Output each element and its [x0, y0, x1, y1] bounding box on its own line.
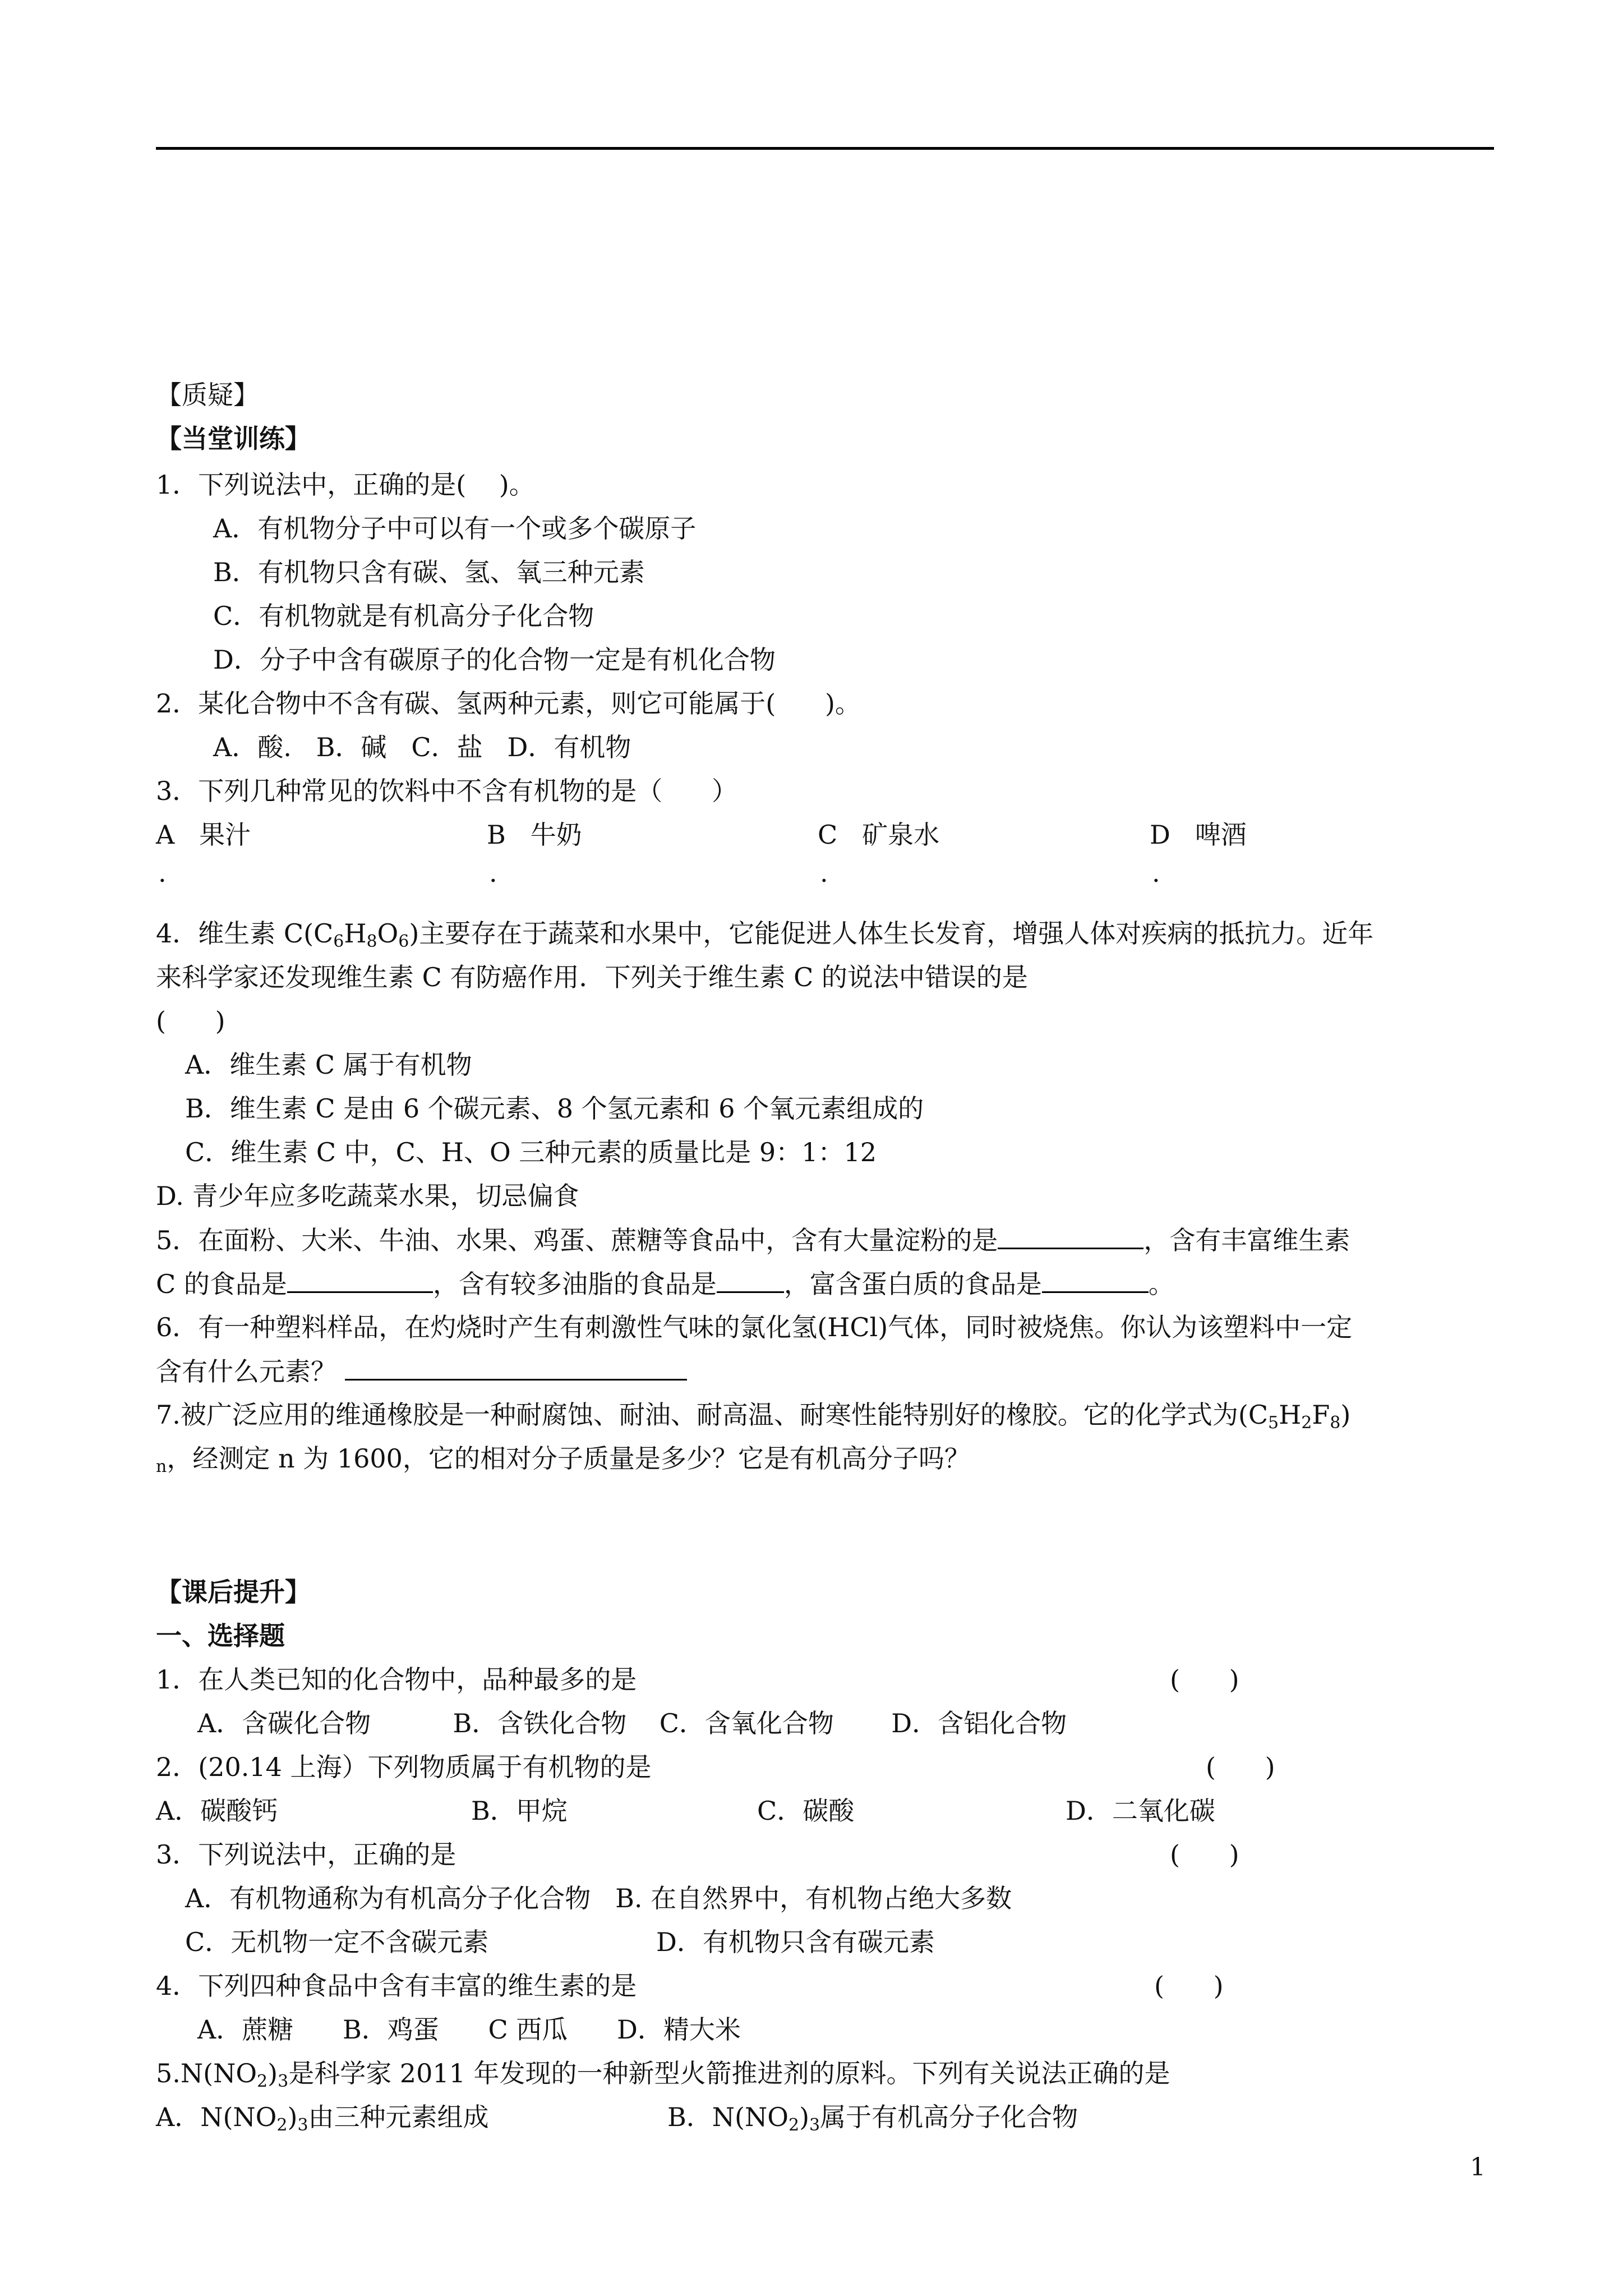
- kh-q2: 2．(20.14 上海）下列物质属于有机物的是: [156, 1752, 652, 1782]
- kh-q2-option-a: A．碳酸钙: [156, 1796, 278, 1826]
- answer-blank[interactable]: [345, 1354, 687, 1381]
- dt-q3-option-a: A 果汁: [156, 820, 251, 850]
- dot-mark: .: [1152, 858, 1160, 888]
- dot-mark: .: [820, 858, 828, 888]
- section-xuanze: 一、选择题: [156, 1621, 285, 1651]
- header-rule: [156, 147, 1494, 150]
- kh-q5-option-a: A．$N(NO_2)_3$由三种元素组成: [156, 2102, 489, 2135]
- section-dangtang: 【当堂训练】: [156, 424, 311, 454]
- kh-q3-options-ab: A．有机物通称为有机高分子化合物 B. 在自然界中，有机物占绝大多数: [185, 1883, 1012, 1913]
- kh-q4-paren: ( ): [1154, 1971, 1224, 2001]
- dt-q4-paren: ( ): [156, 1006, 225, 1036]
- dt-q1: 1．下列说法中，正确的是( )。: [156, 470, 535, 500]
- kh-q2-option-d: D．二氧化碳: [1066, 1796, 1215, 1826]
- dt-q2: 2．某化合物中不含有碳、氢两种元素，则它可能属于( )。: [156, 688, 861, 719]
- kh-q3: 3．下列说法中，正确的是: [156, 1839, 457, 1870]
- kh-q4: 4．下列四种食品中含有丰富的维生素的是: [156, 1971, 637, 2001]
- answer-blank[interactable]: [287, 1267, 433, 1293]
- dt-q4-option-d: D. 青少年应多吃蔬菜水果，切忌偏食: [156, 1181, 579, 1211]
- kh-q1-options: A．含碳化合物 B．含铁化合物 C．含氧化合物 D．含铝化合物: [197, 1708, 1067, 1738]
- dt-q5-line1: 5．在面粉、大米、牛油、水果、鸡蛋、蔗糖等食品中，含有大量淀粉的是 ，含有丰富维生素: [156, 1223, 1350, 1257]
- dt-q1-option-c: C．有机物就是有机高分子化合物: [213, 601, 594, 631]
- kh-q5: $5.N(NO_2)_3$是科学家 2011 年发现的一种新型火箭推进剂的原料。下列有关说法正确的是: [156, 2058, 1170, 2091]
- dot-mark: .: [489, 858, 497, 888]
- kh-q3-option-d: D．有机物只含有碳元素: [656, 1927, 935, 1957]
- answer-blank[interactable]: [1042, 1267, 1149, 1293]
- kh-q4-options: A．蔗糖 B．鸡蛋 C 西瓜 D．精大米: [197, 2014, 741, 2045]
- kh-q3-option-c: C．无机物一定不含碳元素: [185, 1927, 489, 1957]
- dt-q3-option-b: B 牛奶: [487, 820, 582, 850]
- dt-q3: 3．下列几种常见的饮料中不含有机物的是（ ）: [156, 776, 737, 806]
- dt-q5-line2: C 的食品是 ，含有较多油脂的食品是 ，富含蛋白质的食品是 。: [156, 1267, 1174, 1301]
- dt-q4-option-b: B．维生素 C 是由 6 个碳元素、8 个氢元素和 6 个氧元素组成的: [185, 1093, 924, 1124]
- dt-q6-line2: 含有什么元素？: [156, 1354, 687, 1388]
- dt-q1-option-d: D．分子中含有碳原子的化合物一定是有机化合物: [213, 645, 776, 675]
- dt-q4-option-a: A．维生素 C 属于有机物: [185, 1050, 472, 1080]
- kh-q1-paren: ( ): [1170, 1664, 1239, 1695]
- kh-q3-paren: ( ): [1170, 1839, 1239, 1870]
- dot-mark: .: [158, 858, 167, 888]
- dt-q6-line1: 6．有一种塑料样品，在灼烧时产生有刺激性气味的氯化氢(HCl)气体，同时被烧焦。你认为该塑料中一定: [156, 1312, 1353, 1342]
- dt-q7-line2: $_n$，经测定 n 为 1600，它的相对分子质量是多少？它是有机高分子吗？: [156, 1443, 970, 1476]
- answer-blank[interactable]: [717, 1267, 784, 1293]
- page-number: 1: [1470, 2153, 1486, 2182]
- section-zhiyi: 【质疑】: [156, 380, 259, 410]
- dt-q1-option-b: B．有机物只含有碳、氢、氧三种元素: [213, 557, 645, 587]
- dt-q4-line2: 来科学家还发现维生素 C 有防癌作用．下列关于维生素 C 的说法中错误的是: [156, 962, 1028, 992]
- dt-q4-option-c: C．维生素 C 中，C、H、O 三种元素的质量比是 9：1：12: [185, 1137, 877, 1167]
- section-kehou: 【课后提升】: [156, 1577, 311, 1607]
- dt-q1-option-a: A．有机物分子中可以有一个或多个碳原子: [213, 513, 697, 544]
- dt-q2-options: A．酸. B．碱 C．盐 D．有机物: [213, 732, 631, 762]
- kh-q2-option-c: C．碳酸: [757, 1796, 855, 1826]
- dt-q3-option-c: C 矿泉水: [818, 820, 940, 850]
- kh-q1: 1．在人类已知的化合物中，品种最多的是: [156, 1664, 637, 1695]
- dt-q3-option-d: D 啤酒: [1150, 820, 1247, 850]
- kh-q2-option-b: B．甲烷: [471, 1796, 568, 1826]
- kh-q5-option-b: B．$N(NO_2)_3$属于有机高分子化合物: [667, 2102, 1078, 2135]
- answer-blank[interactable]: [998, 1223, 1144, 1249]
- dt-q7-line1: 7.被广泛应用的维通橡胶是一种耐腐蚀、耐油、耐高温、耐寒性能特别好的橡胶。它的化学式为$(C_5H_2F_8)$: [156, 1400, 1351, 1433]
- dt-q4-line1: 4．维生素 $C(C_6H_8O_6)$主要存在于蔬菜和水果中，它能促进人体生长发育，增强人体对疾病的抵抗力。近年: [156, 918, 1374, 951]
- kh-q2-paren: ( ): [1206, 1752, 1275, 1782]
